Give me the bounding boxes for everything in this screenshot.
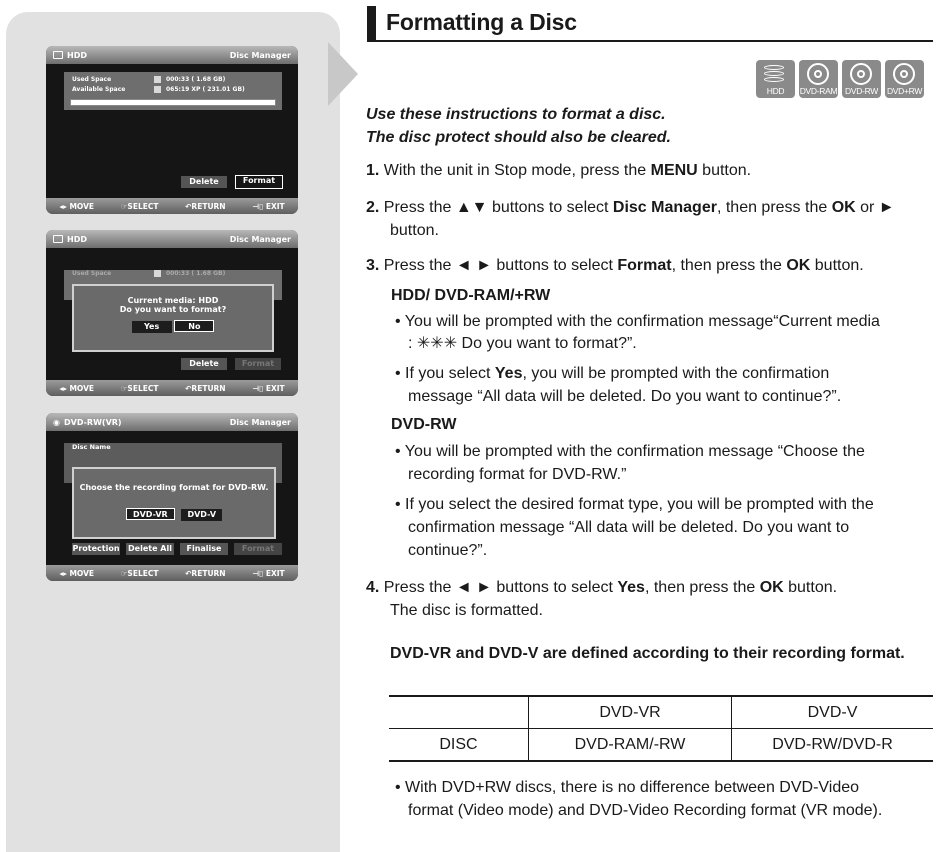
format-button[interactable]: Format xyxy=(235,358,281,370)
dvd-vr-button[interactable]: DVD-VR xyxy=(126,508,175,520)
badge-label: DVD-RAM xyxy=(799,86,838,96)
step-4 xyxy=(366,576,837,599)
intro-text xyxy=(366,103,671,149)
osd-menu-title: Disc Manager xyxy=(229,50,291,60)
hdd-bullet-1: • You will be prompted with the confirmation message“Current media xyxy=(395,313,880,330)
page-title: Formatting a Disc xyxy=(386,9,577,35)
osd-screen-format-confirm xyxy=(46,230,298,396)
step-2 xyxy=(366,196,895,219)
hdd-bullet-2 xyxy=(395,362,829,385)
disc-icon xyxy=(893,63,915,85)
hdd-section-heading: HDD/ DVD-RAM/+RW xyxy=(391,287,551,304)
table-cell: DISC xyxy=(389,729,529,762)
step-text: button. xyxy=(810,257,864,274)
osd-screen-disc-manager xyxy=(46,46,298,214)
hdd-bullet-1-continuation: : ✳✳✳ Do you want to format?”. xyxy=(408,335,637,352)
step-keyword: MENU xyxy=(650,162,698,179)
dvdrw-bullet-1: • You will be prompted with the confirmation message “Choose the xyxy=(395,443,865,460)
step-text: With the unit in Stop mode, press the xyxy=(383,162,651,179)
move-hint: ◂▸ MOVE xyxy=(59,201,95,211)
intro-line: The disc protect should also be cleared. xyxy=(366,129,671,146)
step-text: , then press the xyxy=(644,579,760,596)
step-text: Press the ▲▼ buttons to select xyxy=(383,199,613,216)
step-keyword: OK xyxy=(786,257,811,274)
osd-source: HDD xyxy=(67,50,87,60)
arrow-right-icon xyxy=(328,42,358,106)
step-keyword: OK xyxy=(759,579,784,596)
return-hint: ↶RETURN xyxy=(185,201,226,211)
hdd-badge xyxy=(756,60,795,98)
table-cell xyxy=(389,696,529,729)
dialog-message: Choose the recording format for DVD-RW. xyxy=(79,483,269,492)
available-space-label: Available Space xyxy=(72,86,126,93)
delete-all-button[interactable]: Delete All xyxy=(126,543,174,555)
exit-hint: ⊣▯ EXIT xyxy=(252,568,285,578)
disc-info-panel xyxy=(64,72,282,110)
exit-hint: ⊣▯ EXIT xyxy=(252,201,285,211)
protection-button[interactable]: Protection xyxy=(72,544,120,553)
dvd-rw-badge xyxy=(842,60,881,98)
bullet-keyword: Yes xyxy=(494,365,523,382)
footnote-bullet: • With DVD+RW discs, there is no difference between DVD-Video xyxy=(395,779,860,796)
used-space-value: 000:33 ( 1.68 GB) xyxy=(166,270,226,277)
select-hint: ☞SELECT xyxy=(120,383,159,393)
media-badges xyxy=(756,60,924,98)
format-type-dialog xyxy=(72,467,276,539)
step-number: 2. xyxy=(366,199,380,216)
osd-source: DVD-RW(VR) xyxy=(63,417,122,427)
step-number: 3. xyxy=(366,257,380,274)
step-keyword: Format xyxy=(617,257,672,274)
step-text: , then press the xyxy=(716,199,832,216)
available-space-value: 065:19 XP ( 231.01 GB) xyxy=(166,86,245,93)
step-text: Press the ◄ ► buttons to select xyxy=(383,257,618,274)
badge-label: DVD+RW xyxy=(886,86,923,96)
table-cell: DVD-RW/DVD-R xyxy=(732,729,934,762)
badge-label: HDD xyxy=(766,86,785,96)
used-space-label: Used Space xyxy=(72,270,112,277)
step-text: button. xyxy=(697,162,752,179)
osd-menu-title: Disc Manager xyxy=(229,417,291,427)
dialog-message-media: Current media: HDD xyxy=(127,296,219,305)
bullet-text: , you will be prompted with the confirmation xyxy=(522,365,830,382)
heading-accent-bar xyxy=(367,6,376,40)
disc-icon xyxy=(850,63,872,85)
step-text: , then press the xyxy=(671,257,787,274)
step-keyword: Disc Manager xyxy=(612,199,717,216)
dvdrw-bullet-2-continuation: confirmation message “All data will be deleted. Do you want to xyxy=(408,519,850,536)
dvd-ram-badge xyxy=(799,60,838,98)
table-header-row xyxy=(389,696,933,729)
step-text: or ► xyxy=(855,199,895,216)
exit-hint: ⊣▯ EXIT xyxy=(252,383,285,393)
yes-button[interactable]: Yes xyxy=(132,321,172,333)
bullet-text: • If you select xyxy=(395,365,495,382)
finalise-button[interactable]: Finalise xyxy=(180,543,228,555)
table-cell: DVD-RAM/-RW xyxy=(529,729,732,762)
dvdrw-bullet-2: • If you select the desired format type, you will be prompted with the xyxy=(395,496,874,513)
no-button[interactable]: No xyxy=(174,320,214,332)
osd-footer xyxy=(46,565,298,581)
disc-icon: ◉ xyxy=(53,417,60,427)
used-space-label: Used Space xyxy=(72,76,112,83)
osd-screen-dvdrw-format xyxy=(46,413,298,581)
dvdrw-bullet-2-continuation: continue?”. xyxy=(408,542,488,559)
footnote-continuation: format (Video mode) and DVD-Video Recording format (VR mode). xyxy=(408,802,883,819)
select-hint: ☞SELECT xyxy=(120,568,159,578)
dvd-plus-rw-badge xyxy=(885,60,924,98)
used-space-value: 000:33 ( 1.68 GB) xyxy=(166,76,226,83)
step-3 xyxy=(366,254,864,277)
format-table xyxy=(389,695,933,762)
space-bar xyxy=(70,99,276,106)
osd-titlebar xyxy=(46,230,298,248)
osd-footer xyxy=(46,198,298,214)
format-button[interactable]: Format xyxy=(234,543,282,555)
format-confirm-dialog xyxy=(72,284,274,352)
step-text: Press the ◄ ► buttons to select xyxy=(383,579,618,596)
osd-titlebar xyxy=(46,46,298,64)
hdd-icon xyxy=(53,235,63,243)
step-2-continuation: button. xyxy=(390,222,439,239)
move-hint: ◂▸ MOVE xyxy=(59,568,95,578)
step-number: 4. xyxy=(366,579,380,596)
select-hint: ☞SELECT xyxy=(120,201,159,211)
delete-button[interactable]: Delete xyxy=(181,176,227,188)
return-hint: ↶RETURN xyxy=(185,568,226,578)
disc-name-label: Disc Name xyxy=(72,443,111,451)
disc-icon xyxy=(807,63,829,85)
step-text: button. xyxy=(783,579,838,596)
hdd-icon xyxy=(764,65,784,79)
intro-line: Use these instructions to format a disc. xyxy=(366,106,666,123)
title-rule xyxy=(367,40,933,42)
hdd-bullet-2-continuation: message “All data will be deleted. Do you want to continue?”. xyxy=(408,388,842,405)
dvdrw-bullet-1-continuation: recording format for DVD-RW.” xyxy=(408,466,627,483)
osd-titlebar xyxy=(46,413,298,431)
step-keyword: OK xyxy=(831,199,856,216)
step-4-continuation: The disc is formatted. xyxy=(390,602,543,619)
dvdrw-section-heading: DVD-RW xyxy=(391,416,457,433)
delete-button[interactable]: Delete xyxy=(181,358,227,370)
table-header-cell: DVD-VR xyxy=(529,696,732,729)
dvd-v-button[interactable]: DVD-V xyxy=(181,509,222,521)
format-button[interactable]: Format xyxy=(235,175,283,189)
osd-footer xyxy=(46,380,298,396)
table-row xyxy=(389,729,933,762)
step-number: 1. xyxy=(366,162,380,179)
osd-source: HDD xyxy=(67,234,87,244)
move-hint: ◂▸ MOVE xyxy=(59,383,95,393)
format-definition: DVD-VR and DVD-V are defined according to their recording format. xyxy=(390,645,905,662)
dialog-message-question: Do you want to format? xyxy=(119,305,227,314)
osd-menu-title: Disc Manager xyxy=(229,234,291,244)
table-header-cell: DVD-V xyxy=(732,696,934,729)
step-keyword: Yes xyxy=(617,579,645,596)
hdd-icon xyxy=(53,51,63,59)
badge-label: DVD-RW xyxy=(845,86,878,96)
return-hint: ↶RETURN xyxy=(185,383,226,393)
step-1 xyxy=(366,159,751,182)
